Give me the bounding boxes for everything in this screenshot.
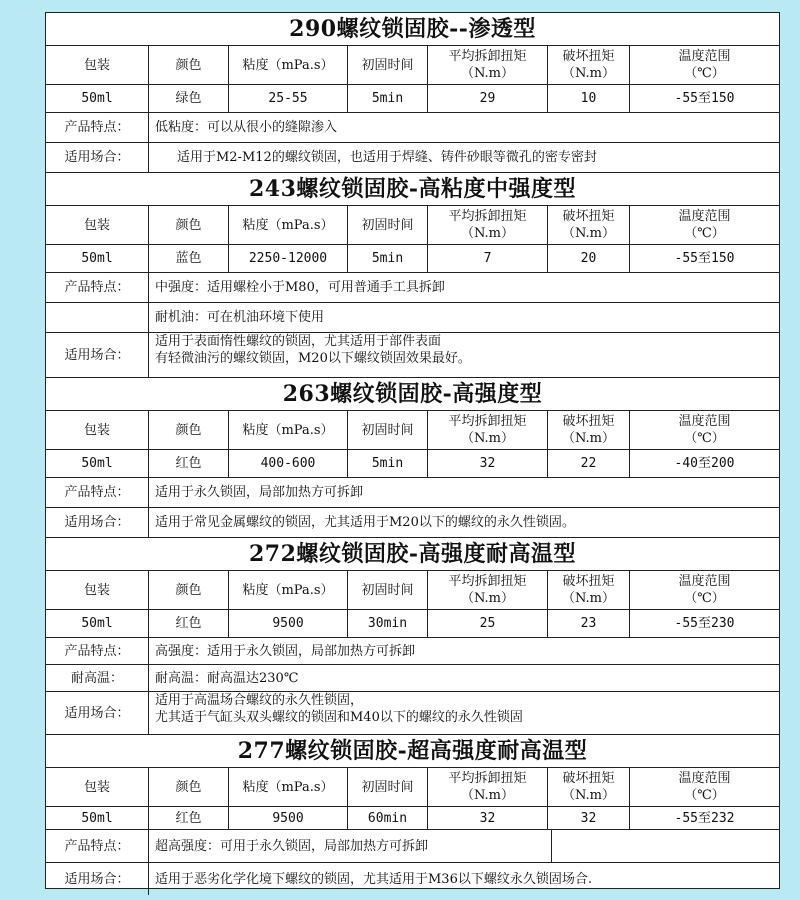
spec-header-row	[46, 46, 779, 85]
spec-value-row	[46, 85, 779, 113]
features-label: 产品特点：	[46, 830, 149, 862]
header-avg-torque	[428, 206, 548, 244]
applications-line-2: 尤其适于气缸头双头螺纹的锁固和M40以下的螺纹的永久性锁固	[155, 710, 523, 725]
features-text: 中强度：适用螺栓小于M80，可用普通手工具拆卸	[155, 280, 445, 295]
features-text: 低粘度：可以从很小的缝隙渗入	[155, 120, 338, 135]
value-fixture-time: 5min	[348, 450, 428, 477]
header-avg-torque-l1: 平均拆卸扭矩	[448, 771, 527, 786]
header-color: 颜色	[149, 411, 229, 449]
header-fixture-time: 初固时间	[348, 768, 428, 806]
header-temp-l2: （℃）	[684, 431, 725, 446]
value-viscosity: 9500	[229, 807, 348, 829]
applications-line-2: 有轻微油污的螺纹锁固，M20以下螺纹锁固效果最好。	[155, 351, 471, 366]
value-color: 蓝色	[149, 245, 229, 272]
header-break-torque-l2: （N.m）	[561, 431, 615, 446]
value-break-torque: 22	[548, 450, 630, 477]
applications-row	[46, 333, 779, 378]
value-color: 红色	[149, 807, 229, 829]
value-avg-torque: 25	[428, 610, 548, 637]
header-temp-l2: （℃）	[684, 591, 725, 606]
value-avg-torque: 32	[428, 807, 548, 829]
header-package: 包装	[46, 206, 149, 244]
features-extra-text: 耐机油：可在机油环境下使用	[155, 310, 325, 325]
product-section-272	[46, 538, 779, 735]
header-fixture-time: 初固时间	[348, 46, 428, 84]
applications-text: 适用于常见金属螺纹的锁固，尤其适用于M20以下的螺纹的永久性锁固。	[155, 515, 575, 530]
product-title: 272螺纹锁固胶-高强度耐高温型	[46, 538, 779, 571]
header-temp-l1: 温度范围	[678, 414, 731, 429]
header-break-torque-l1: 破坏扭矩	[562, 771, 615, 786]
value-viscosity: 2250-12000	[229, 245, 348, 272]
features-row	[46, 273, 779, 303]
header-package: 包装	[46, 768, 149, 806]
value-avg-torque: 7	[428, 245, 548, 272]
header-fixture-time: 初固时间	[348, 411, 428, 449]
applications-line-1: 适用于表面惰性螺纹的锁固，尤其适用于部件表面	[155, 334, 442, 349]
spec-value-row	[46, 807, 779, 830]
value-fixture-time: 5min	[348, 245, 428, 272]
value-temp-range: -40至200	[674, 456, 735, 471]
header-fixture-time: 初固时间	[348, 571, 428, 609]
applications-row	[46, 863, 779, 895]
header-avg-torque-l2: （N.m）	[460, 66, 514, 81]
header-break-torque	[548, 571, 630, 609]
header-temp-l1: 温度范围	[678, 209, 731, 224]
header-fixture-time: 初固时间	[348, 206, 428, 244]
value-temp-range: -55至230	[674, 616, 735, 631]
applications-text: 适用于M2-M12的螺纹锁固，也适用于焊缝、铸件砂眼等微孔的密专密封	[177, 150, 597, 165]
features-row	[46, 113, 779, 143]
value-package: 50ml	[46, 610, 149, 637]
header-avg-torque	[428, 46, 548, 84]
header-avg-torque-l2: （N.m）	[460, 591, 514, 606]
header-temp-range	[630, 46, 779, 84]
header-temp-range	[630, 206, 779, 244]
header-avg-torque-l2: （N.m）	[460, 431, 514, 446]
value-temp-range: -55至150	[674, 251, 735, 266]
spec-header-row	[46, 411, 779, 450]
header-temp-l1: 温度范围	[678, 49, 731, 64]
header-avg-torque-l1: 平均拆卸扭矩	[448, 574, 527, 589]
spec-value-row	[46, 450, 779, 478]
header-break-torque-l2: （N.m）	[561, 591, 615, 606]
features-label: 产品特点：	[46, 113, 149, 142]
value-break-torque: 20	[548, 245, 630, 272]
spec-value-row	[46, 610, 779, 638]
features-extra-label-empty	[46, 303, 149, 332]
applications-label: 适用场合：	[46, 333, 149, 377]
features-label: 产品特点：	[46, 478, 149, 507]
value-viscosity: 9500	[229, 610, 348, 637]
value-package: 50ml	[46, 245, 149, 272]
heat-resistance-label: 耐高温：	[46, 665, 149, 691]
applications-text	[149, 333, 779, 377]
header-avg-torque	[428, 571, 548, 609]
header-temp-l2: （℃）	[684, 226, 725, 241]
value-viscosity: 400-600	[229, 450, 348, 477]
header-viscosity: 粘度（mPa.s）	[229, 46, 348, 84]
applications-row	[46, 692, 779, 735]
header-break-torque	[548, 768, 630, 806]
product-spec-sheet	[45, 12, 780, 889]
header-break-torque-l2: （N.m）	[561, 226, 615, 241]
header-color: 颜色	[149, 46, 229, 84]
features-row	[46, 478, 779, 508]
applications-label: 适用场合：	[46, 863, 149, 895]
features-row	[46, 830, 779, 863]
header-temp-l1: 温度范围	[678, 574, 731, 589]
header-temp-l1: 温度范围	[678, 771, 731, 786]
applications-label: 适用场合：	[46, 692, 149, 734]
features-text: 高强度：适用于永久锁固，局部加热方可拆卸	[155, 643, 416, 659]
header-break-torque-l1: 破坏扭矩	[562, 49, 615, 64]
header-viscosity: 粘度（mPa.s）	[229, 571, 348, 609]
features-extra-row	[46, 303, 779, 333]
product-title: 277螺纹锁固胶-超高强度耐高温型	[46, 735, 779, 768]
value-break-torque: 10	[548, 85, 630, 112]
header-color: 颜色	[149, 768, 229, 806]
value-fixture-time: 60min	[348, 807, 428, 829]
features-text: 超高强度：可用于永久锁固，局部加热方可拆卸	[149, 830, 552, 862]
value-package: 50ml	[46, 85, 149, 112]
value-color: 红色	[149, 450, 229, 477]
header-avg-torque-l1: 平均拆卸扭矩	[448, 414, 527, 429]
applications-text: 适用于恶劣化学化境下螺纹的锁固，尤其适用于M36以下螺纹永久锁固场合.	[155, 871, 592, 887]
header-break-torque-l1: 破坏扭矩	[562, 414, 615, 429]
heat-resistance-row	[46, 665, 779, 692]
header-break-torque-l2: （N.m）	[561, 66, 615, 81]
value-package: 50ml	[46, 807, 149, 829]
value-package: 50ml	[46, 450, 149, 477]
header-avg-torque	[428, 768, 548, 806]
features-label: 产品特点：	[46, 638, 149, 664]
product-title: 263螺纹锁固胶-高强度型	[46, 378, 779, 411]
value-color: 绿色	[149, 85, 229, 112]
header-avg-torque-l1: 平均拆卸扭矩	[448, 49, 527, 64]
value-color: 红色	[149, 610, 229, 637]
applications-text	[149, 692, 779, 734]
heat-resistance-text: 耐高温：耐高温达230℃	[155, 670, 299, 686]
product-section-290	[46, 13, 779, 173]
features-empty-cell	[552, 830, 779, 862]
header-break-torque-l1: 破坏扭矩	[562, 209, 615, 224]
product-section-243	[46, 173, 779, 378]
applications-label: 适用场合：	[46, 143, 149, 172]
spec-header-row	[46, 571, 779, 610]
header-break-torque	[548, 206, 630, 244]
header-break-torque-l1: 破坏扭矩	[562, 574, 615, 589]
header-break-torque	[548, 46, 630, 84]
header-temp-l2: （℃）	[684, 66, 725, 81]
product-title: 243螺纹锁固胶-高粘度中强度型	[46, 173, 779, 206]
features-label: 产品特点：	[46, 273, 149, 302]
header-temp-range	[630, 571, 779, 609]
header-color: 颜色	[149, 206, 229, 244]
header-temp-range	[630, 768, 779, 806]
value-fixture-time: 5min	[348, 85, 428, 112]
header-avg-torque-l2: （N.m）	[460, 226, 514, 241]
spec-header-row	[46, 206, 779, 245]
header-package: 包装	[46, 411, 149, 449]
header-viscosity: 粘度（mPa.s）	[229, 411, 348, 449]
header-break-torque-l2: （N.m）	[561, 788, 615, 803]
features-text: 适用于永久锁固，局部加热方可拆卸	[155, 485, 364, 500]
header-temp-l2: （℃）	[684, 788, 725, 803]
applications-row	[46, 508, 779, 538]
applications-row	[46, 143, 779, 173]
header-package: 包装	[46, 46, 149, 84]
product-section-277	[46, 735, 779, 895]
header-temp-range	[630, 411, 779, 449]
value-break-torque: 23	[548, 610, 630, 637]
header-avg-torque	[428, 411, 548, 449]
header-viscosity: 粘度（mPa.s）	[229, 768, 348, 806]
header-break-torque	[548, 411, 630, 449]
applications-line-1: 适用于高温场合螺纹的永久性锁固，	[155, 693, 364, 708]
value-break-torque: 32	[548, 807, 630, 829]
product-title: 290螺纹锁固胶--渗透型	[46, 13, 779, 46]
value-viscosity: 25-55	[229, 85, 348, 112]
header-avg-torque-l2: （N.m）	[460, 788, 514, 803]
header-color: 颜色	[149, 571, 229, 609]
applications-label: 适用场合：	[46, 508, 149, 537]
header-avg-torque-l1: 平均拆卸扭矩	[448, 209, 527, 224]
value-avg-torque: 32	[428, 450, 548, 477]
value-temp-range: -55至150	[674, 91, 735, 106]
value-temp-range: -55至232	[674, 810, 735, 826]
value-avg-torque: 29	[428, 85, 548, 112]
header-package: 包装	[46, 571, 149, 609]
header-viscosity: 粘度（mPa.s）	[229, 206, 348, 244]
spec-value-row	[46, 245, 779, 273]
features-row	[46, 638, 779, 665]
value-fixture-time: 30min	[348, 610, 428, 637]
spec-header-row	[46, 768, 779, 807]
product-section-263	[46, 378, 779, 538]
